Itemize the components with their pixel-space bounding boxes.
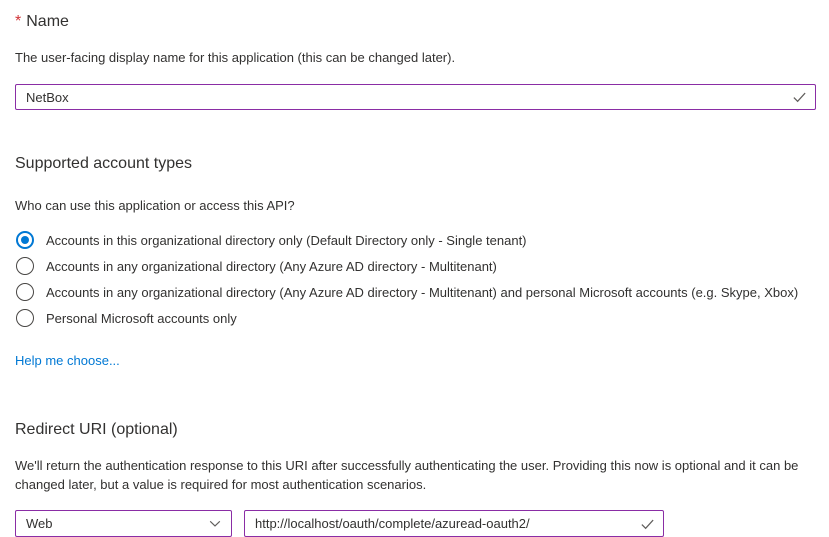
radio-button-icon[interactable] — [16, 231, 34, 249]
name-input-wrap — [15, 84, 816, 110]
radio-button-icon[interactable] — [16, 257, 34, 275]
redirect-uri-input-wrap — [244, 510, 664, 537]
chevron-down-icon — [207, 516, 222, 531]
name-input[interactable] — [15, 84, 816, 110]
name-section-title — [15, 12, 815, 32]
redirect-uri-controls — [15, 510, 815, 537]
radio-option-label: Accounts in this organizational directory only (Default Directory only - Single tenant) — [46, 232, 527, 248]
radio-option-single-tenant[interactable] — [15, 227, 815, 253]
account-types-radio-group — [15, 227, 815, 331]
radio-option-multitenant[interactable] — [15, 253, 815, 279]
radio-option-personal-only[interactable] — [15, 305, 815, 331]
account-types-title: Supported account types — [15, 155, 193, 172]
radio-option-label: Accounts in any organizational directory (Any Azure AD directory - Multitenant) — [46, 258, 497, 274]
platform-select-value: Web — [26, 516, 53, 531]
radio-option-label: Personal Microsoft accounts only — [46, 310, 237, 326]
redirect-uri-description: We'll return the authentication response to this URI after successfully authenticating the user. Providing this now is optional and it can be changed later, but a value is required for most authentication scenarios. — [15, 458, 799, 492]
name-label: Name — [26, 13, 69, 30]
radio-option-label: Accounts in any organizational directory (Any Azure AD directory - Multitenant) and personal Microsoft accounts (e.g. Skype, Xbox) — [46, 284, 799, 300]
redirect-uri-input[interactable] — [244, 510, 664, 537]
redirect-uri-title: Redirect URI (optional) — [15, 421, 178, 438]
radio-button-icon[interactable] — [16, 283, 34, 301]
platform-select[interactable] — [15, 510, 232, 537]
name-description: The user-facing display name for this application (this can be changed later). — [15, 50, 456, 65]
help-me-choose-link[interactable]: Help me choose... — [15, 353, 120, 368]
account-types-question: Who can use this application or access this API? — [15, 198, 295, 213]
radio-button-icon[interactable] — [16, 309, 34, 327]
required-asterisk: * — [15, 13, 22, 30]
radio-option-multitenant-personal[interactable] — [15, 279, 815, 305]
